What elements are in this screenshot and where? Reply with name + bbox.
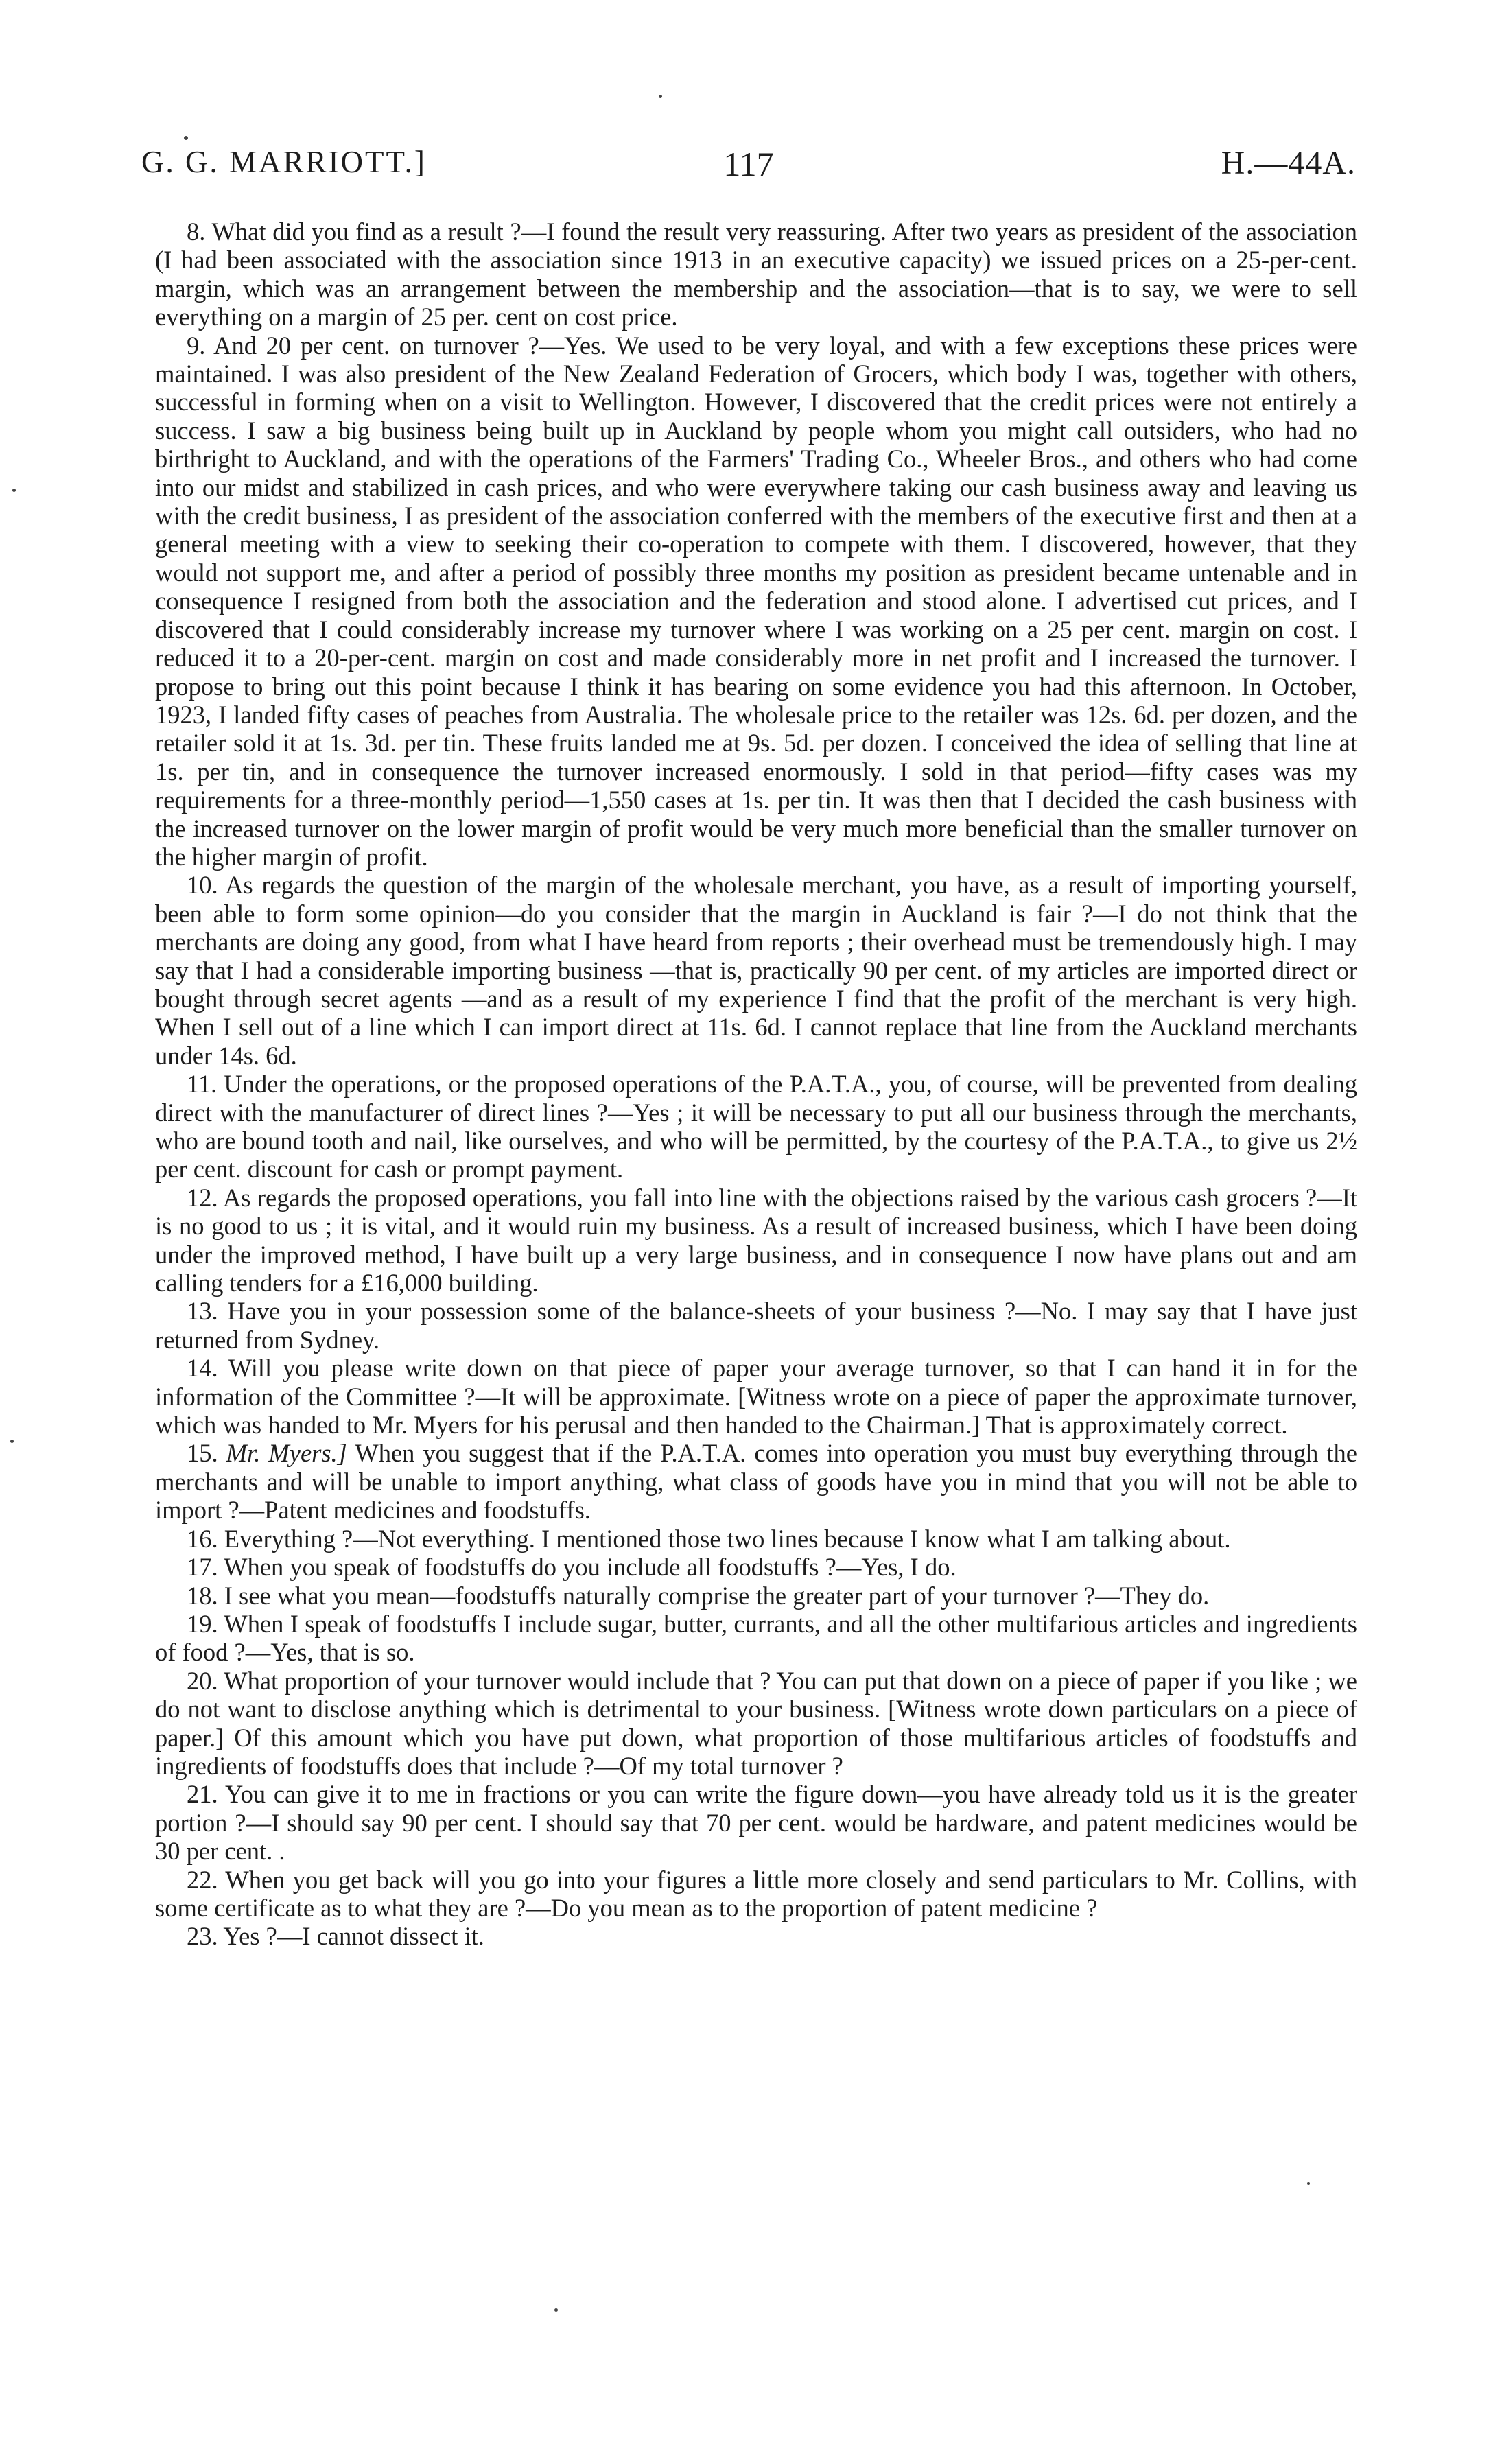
paragraph-14: 14. Will you please write down on that piece of paper your average turnover, so that I can hand it in for the information of the Committee ?—It will be approximate. [Witness wrote on a piece of paper the approximate turnover, which was handed to Mr. Myers for his perusal and then handed to the Chairman.] That is approximately correct. [155,1354,1357,1440]
paragraph-20: 20. What proportion of your turnover would include that ? You can put that down on a piece of paper if you like ; we do not want to disclose anything which is detrimental to your business. [Witness wrote down particulars on a piece of paper.] Of this amount which you have put down, what proportion of those multifarious articles of foodstuffs and ingredients of foodstuffs does that include ?—Of my total turnover ? [155,1666,1357,1780]
scan-speck [184,136,188,140]
paragraph-19: 19. When I speak of foodstuffs I include sugar, butter, currants, and all the other multifarious articles and ingredients of food ?—Yes, that is so. [155,1609,1357,1667]
paragraph-23: 23. Yes ?—I cannot dissect it. [187,1922,484,1951]
page-number: 117 [723,145,774,183]
evidence-body [155,218,1357,1951]
paragraph-21: 21. You can give it to me in fractions or you can write the figure down—you have already told us it is the greater portion ?—I should say 90 per cent. I should say that 70 per cent. would be hardware, and patent medicines would be 30 per cent. . [155,1780,1357,1866]
paragraph-17: 17. When you speak of foodstuffs do you include all foodstuffs ?—Yes, I do. [187,1553,956,1582]
paragraph-16: 16. Everything ?—Not everything. I mentioned those two lines because I know what I am talking about. [187,1524,1231,1553]
header-witness-name: G. G. MARRIOTT.] [141,145,427,179]
page-header [141,144,1356,185]
scan-speck [659,95,662,98]
paragraph-11: 11. Under the operations, or the proposed operations of the P.A.T.A., you, of course, will be prevented from dealing direct with the manufacturer of direct lines ?—Yes ; it will be necessary to put all our business through the merchants, who are bound tooth and nail, like ourselves, and who will be permitted, by the courtesy of the P.A.T.A., to give us 2½ per cent. discount for cash or prompt payment. [155,1070,1357,1184]
paragraph-9: 9. And 20 per cent. on turnover ?—Yes. We used to be very loyal, and with a few exceptions these prices were maintained. I was also president of the New Zealand Federation of Grocers, which body I was, together with others, successful in forming when on a visit to Wellington. However, I discovered that the credit prices were not entirely a success. I saw a big business being built up in Auckland by people whom you might call outsiders, who had no birthright to Auckland, and with the operations of the Farmers' Trading Co., Wheeler Bros., and others who had come into our midst and stabilized in cash prices, and who were everywhere taking our cash business away and leaving us with the credit business, I as president of the association conferred with the members of the executive first and then at a general meeting with a view to seeking their co-operation to compete with them. I discovered, however, that they would not support me, and after a period of possibly three months my position as president became untenable and in consequence I resigned from both the association and the federation and stood alone. I advertised cut prices, and I discovered that I could considerably increase my turnover where I was working on a 25 per cent. margin on cost. I reduced it to a 20-per-cent. margin on cost and made considerably more in net profit and I increased the turnover. I propose to bring out this point because I think it has bearing on some evidence you had this afternoon. In October, 1923, I landed fifty cases of peaches from Australia. The wholesale price to the retailer was 12s. 6d. per dozen, and the retailer sold it at 1s. 3d. per tin. These fruits landed me at 9s. 5d. per dozen. I conceived the idea of selling that line at 1s. per tin, and in consequence the turnover increased enormously. I sold in that period—fifty cases was my requirements for a three-monthly period—1,550 cases at 1s. per tin. It was then that I decided the cash business with the increased turnover on the lower margin of profit would be very much more beneficial than the smaller turnover on the higher margin of profit. [155,331,1357,871]
paragraph-13: 13. Have you in your possession some of the balance-sheets of your business ?—No. I may say that I have just returned from Sydney. [155,1297,1357,1354]
paragraph-12: 12. As regards the proposed operations, you fall into line with the objections raised by the various cash grocers ?—It is no good to us ; it is vital, and it would ruin my business. As a result of increased business, which I have been doing under the improved method, I have built up a very large business, and in consequence I now have plans out and am calling tenders for a £16,000 building. [155,1183,1357,1298]
paragraph-22: 22. When you get back will you go into your figures a little more closely and send particulars to Mr. Collins, with some certificate as to what they are ?—Do you mean as to the proportion of patent medicine ? [155,1865,1357,1922]
speaker-name: Mr. Myers.] [226,1439,347,1468]
paragraph-18: 18. I see what you mean—foodstuffs naturally comprise the greater part of your turnover ?—They do. [187,1581,1210,1610]
scan-speck [12,489,16,492]
paragraph-15-number: 15. [187,1439,226,1468]
paragraph-15 [155,1439,1357,1524]
paragraph-15-text: When you suggest that if the P.A.T.A. comes into operation you must buy everything through the merchants and will be unable to import anything, what class of goods have you in mind that you will not be able to import ?—Patent medicines and foodstuffs. [155,1439,1358,1525]
scan-speck [10,1440,14,1443]
header-document-code: H.—44A. [1221,145,1356,181]
scan-speck [554,2308,558,2312]
paragraph-8: 8. What did you find as a result ?—I found the result very reassuring. After two years as president of the association (I had been associated with the association since 1913 in an executive capacity) we issued prices on a 25-per-cent. margin, which was an arrangement between the membership and the association—that is to say, we were to sell everything on a margin of 25 per. cent on cost price. [155,218,1357,331]
scan-speck [1307,2182,1310,2185]
paragraph-10: 10. As regards the question of the margin of the wholesale merchant, you have, as a result of importing yourself, been able to form some opinion—do you consider that the margin in Auckland is fair ?—I do not think that the merchants are doing any good, from what I have heard from reports ; their overhead must be tremendously high. I may say that I had a considerable importing business —that is, practically 90 per cent. of my articles are imported direct or bought through secret agents —and as a result of my experience I find that the profit of the merchant is very high. When I sell out of a line which I can import direct at 11s. 6d. I cannot replace that line from the Auckland merchants under 14s. 6d. [155,871,1357,1070]
